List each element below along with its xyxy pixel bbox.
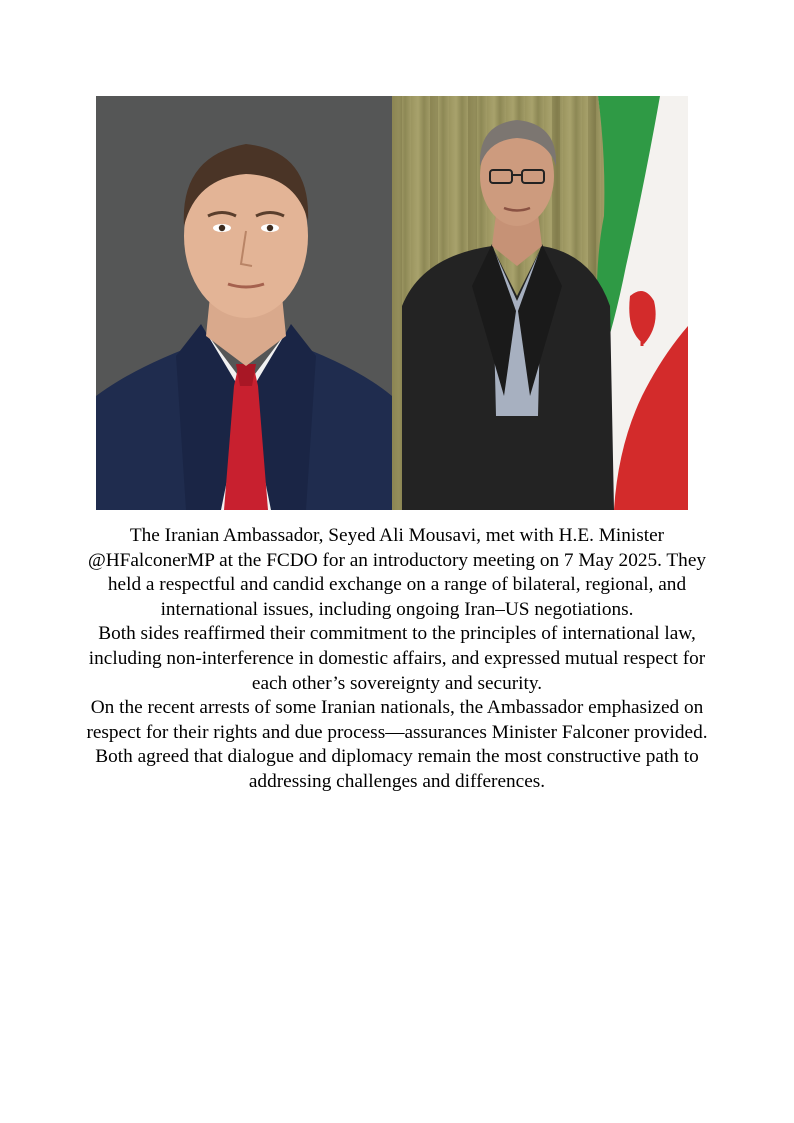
photo-composite [96, 96, 688, 510]
caption-paragraph-meeting: The Iranian Ambassador, Seyed Ali Mousavi, met with H.E. Minister @HFalconerMP at the FCDO for an introductory meeting on 7 May 2025. They held a respectful and candid exchange on a range of bilateral, regional, and international issues, including ongoing Iran–US negotiations. [87, 525, 707, 620]
ambassador-portrait-photo [392, 96, 688, 510]
minister-portrait-illustration [96, 96, 392, 510]
caption-paragraph-dialogue: Both agreed that dialogue and diplomacy remain the most constructive path to addressing challenges and differences. [95, 746, 699, 792]
article-caption [86, 524, 708, 795]
caption-paragraph-arrests: On the recent arrests of some Iranian nationals, the Ambassador emphasized on respect for their rights and due process—assurances Minister Falconer provided. [86, 697, 708, 743]
minister-portrait-photo [96, 96, 392, 510]
caption-paragraph-commitment: Both sides reaffirmed their commitment to the principles of international law, including non-interference in domestic affairs, and expressed mutual respect for each other’s sovereignty and security. [88, 623, 706, 694]
ambassador-portrait-illustration [392, 96, 688, 510]
